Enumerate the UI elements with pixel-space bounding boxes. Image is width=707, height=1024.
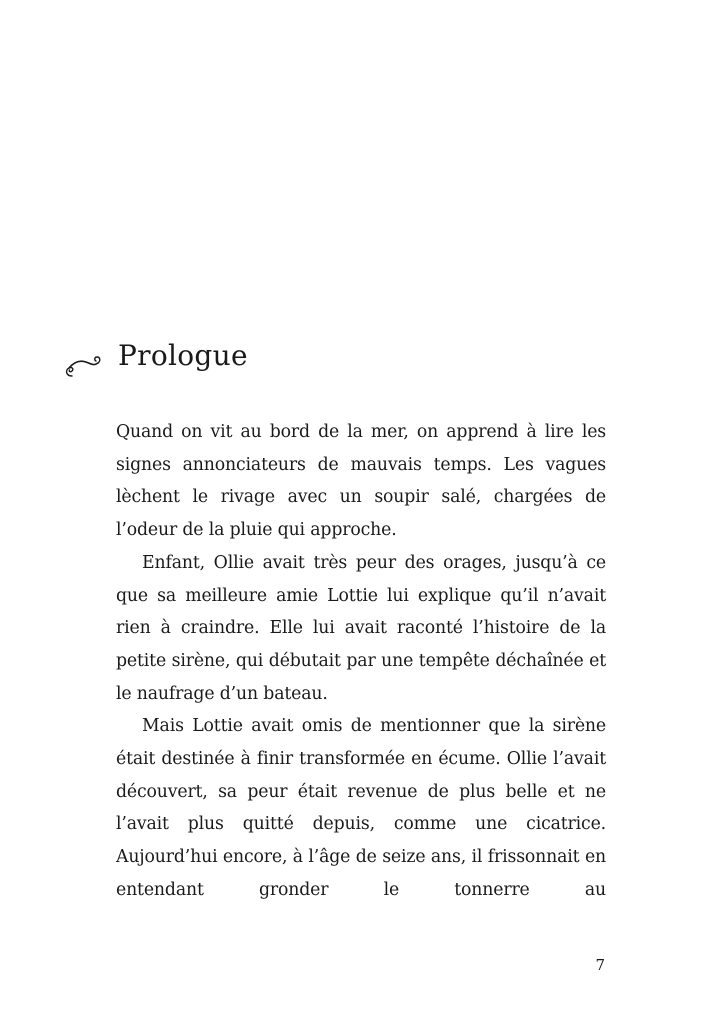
paragraph-2: Enfant, Ollie avait très peur des orages, jusqu’à ce que sa meilleure amie Lottie lui explique qu’il n’avait rien à craindre. Elle lui avait raconté l’histoire de la petite sirène, qui débutait par une tempête déchaînée et le naufrage d’un bateau.	[116, 552, 606, 704]
chapter-body	[116, 416, 606, 906]
page-number: 7	[595, 956, 605, 974]
swash-ornament-icon	[62, 350, 104, 380]
paragraph-1: Quand on vit au bord de la mer, on apprend à lire les signes annonciateurs de mauvais temps. Les vagues lèchent le rivage avec un soupir salé, chargées de l’odeur de la pluie qui approche.	[116, 422, 606, 541]
paragraph-3: Mais Lottie avait omis de mentionner que la sirène était destinée à finir transformée en écume. Ollie l’avait découvert, sa peur était revenue de plus belle et ne l’avait plus quitté depuis, comme une cicatrice. Aujourd’hui encore, à l’âge de seize ans, il frissonnait en entendant gronder le tonnerre au	[116, 716, 606, 900]
chapter-title: Prologue	[118, 339, 248, 372]
